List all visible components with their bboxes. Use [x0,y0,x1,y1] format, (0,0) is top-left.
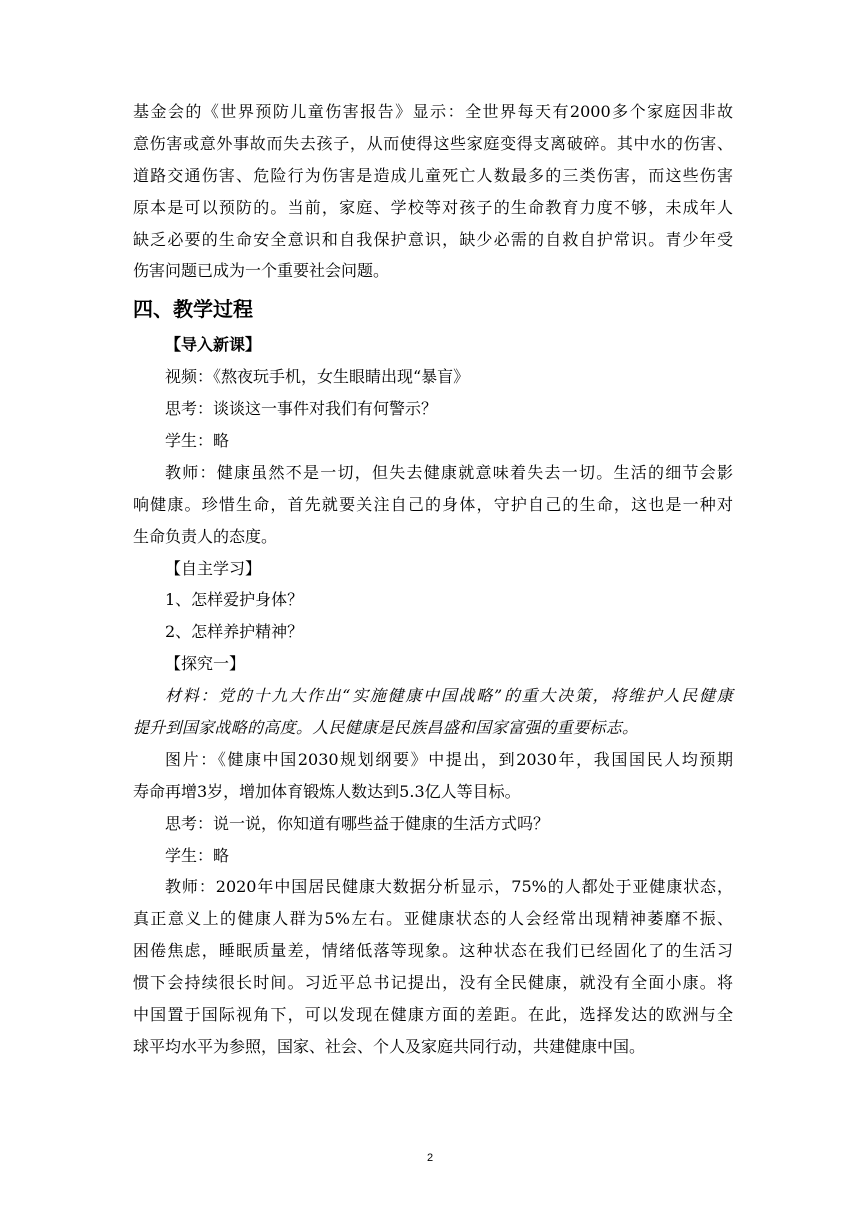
self-study-label: 【自主学习】 [165,558,262,578]
text-line: 图片：《健康中国2030规划纲要》中提出，到2030年，我国国民人均预期 [165,749,733,769]
text-line: 惯下会持续很长时间。习近平总书记提出，没有全民健康，就没有全面小康。将 [133,973,733,993]
text-line: 材料：党的十九大作出“实施健康中国战略”的重大决策，将维护人民健康 [165,686,733,706]
section-heading: 四、教学过程 [133,297,253,322]
teacher-paragraph [133,871,733,1062]
text-line: 真正意义上的健康人群为5%左右。亚健康状态的人会经常出现精神萎靡不振、 [133,909,733,929]
student-line: 学生：略 [165,431,230,451]
text-line: 球平均水平为参照，国家、社会、个人及家庭共同行动，共建健康中国。 [133,1036,646,1056]
text-line: 响健康。珍惜生命，首先就要关注自己的身体，守护自己的生命，这也是一种对 [133,494,733,514]
video-line: 视频：《熬夜玩手机，女生眼睛出现“暴盲》 [165,367,470,387]
page-content [133,96,733,1063]
text-line: 道路交通伤害、危险行为伤害是造成儿童死亡人数最多的三类伤害，而这些伤害 [133,165,733,185]
text-line: 原本是可以预防的。当前，家庭、学校等对孩子的生命教育力度不够，未成年人 [133,197,733,217]
text-line: 困倦焦虑，睡眠质量差，情绪低落等现象。这种状态在我们已经固化了的生活习 [133,941,733,961]
page-number: 2 [426,1152,434,1164]
text-line: 基金会的《世界预防儿童伤害报告》显示：全世界每天有2000多个家庭因非故 [133,102,733,121]
text-line: 寿命再增3岁，增加体育锻炼人数达到5.3亿人等目标。 [133,781,521,801]
question-item: 2、怎样养护精神？ [165,622,304,642]
student-line: 学生：略 [165,845,230,865]
text-line: 教师：2020年中国居民健康大数据分析显示，75%的人都处于亚健康状态， [165,877,733,897]
think-line: 思考：说一说，你知道有哪些益于健康的生活方式吗？ [165,813,550,833]
intro-lesson-label: 【导入新课】 [165,335,262,355]
teacher-paragraph [133,457,733,553]
text-line: 意伤害或意外事故而失去孩子，从而使得这些家庭变得支离破碎。其中水的伤害、 [133,133,733,153]
explore-label: 【探究一】 [165,654,246,674]
text-line: 中国置于国际视角下，可以发现在健康方面的差距。在此，选择发达的欧洲与全 [133,1005,733,1025]
question-item: 1、怎样爱护身体？ [165,590,304,610]
text-line: 教师：健康虽然不是一切，但失去健康就意味着失去一切。生活的细节会影 [165,462,733,482]
intro-paragraph [133,96,733,287]
text-line: 伤害问题已成为一个重要社会问题。 [133,261,390,281]
text-line: 生命负责人的态度。 [133,526,278,546]
text-line: 缺乏必要的生命安全意识和自我保护意识，缺少必需的自救自护常识。青少年受 [133,229,733,249]
picture-paragraph [133,744,733,808]
text-line: 提升到国家战略的高度。人民健康是民族昌盛和国家富强的重要标志。 [133,718,639,738]
think-line: 思考：谈谈这一事件对我们有何警示？ [165,399,438,419]
material-paragraph [133,680,733,744]
